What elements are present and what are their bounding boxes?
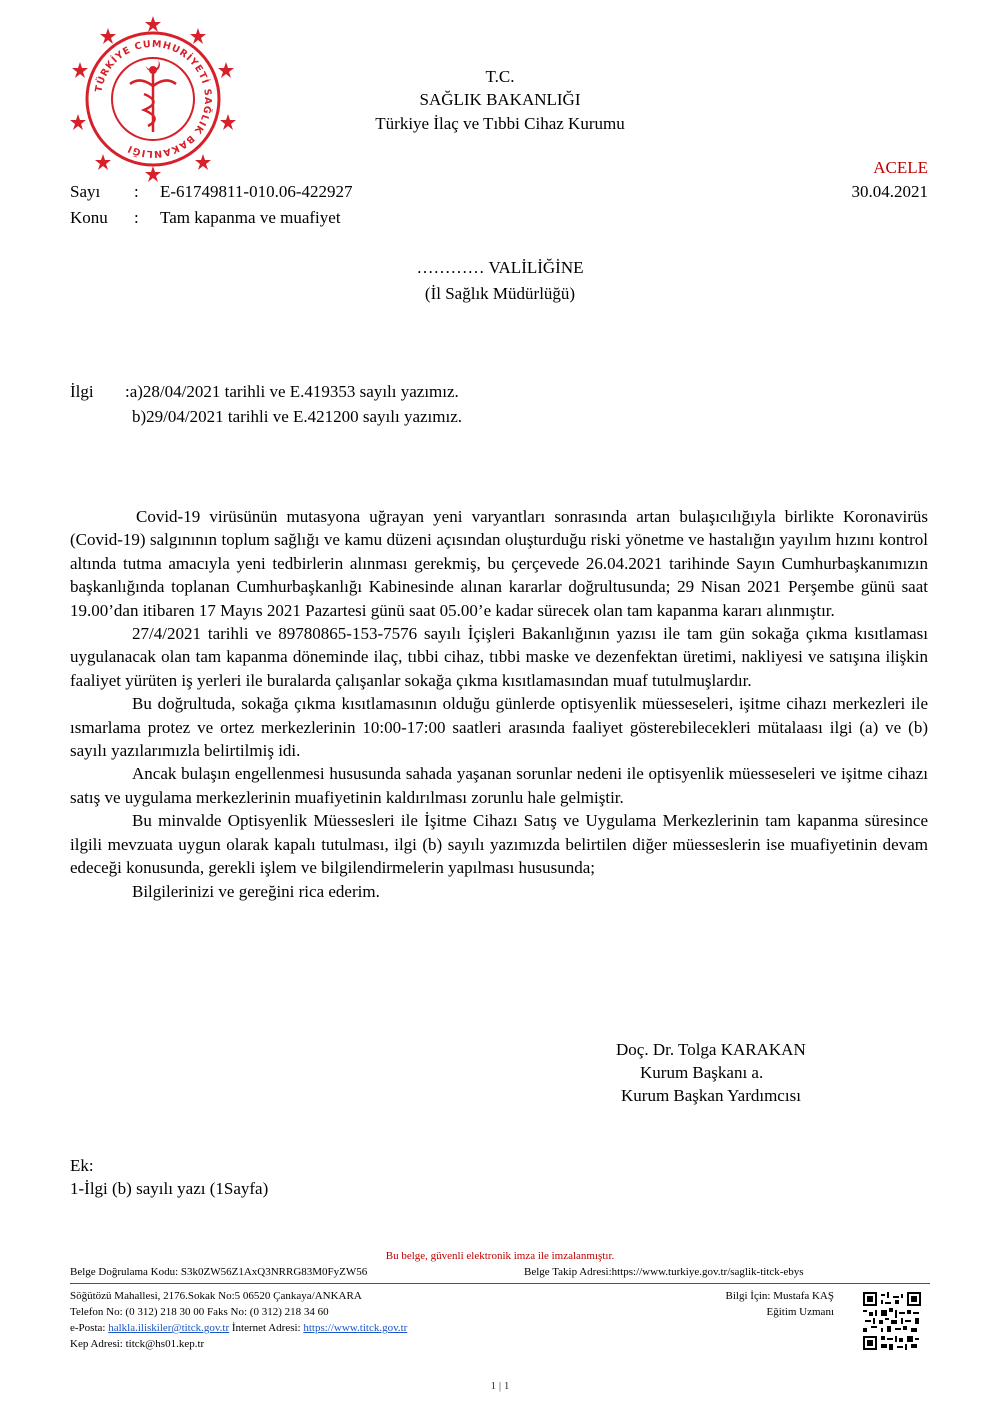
email-label: e-Posta:: [70, 1322, 109, 1334]
attachment-item: 1-İlgi (b) sayılı yazı (1Sayfa): [70, 1179, 269, 1198]
konu-label: Konu: [70, 208, 108, 227]
urgency-label: ACELE: [873, 158, 928, 177]
footer-phone: Telefon No: (0 312) 218 30 00 Faks No: (0 312) 218 34 60: [70, 1306, 329, 1318]
page-number: 1 | 1: [490, 1380, 510, 1392]
sayi-value: E-61749811-010.06-422927: [160, 182, 353, 201]
website-link[interactable]: https://www.titck.gov.tr: [303, 1322, 408, 1334]
qr-code-icon: [863, 1292, 921, 1350]
reference-item-a: :a)28/04/2021 tarihli ve E.419353 sayılı yazımız.: [125, 382, 459, 401]
signature-role: Kurum Başkanı a.: [640, 1063, 764, 1082]
seal-ring-text: TÜRKİYE CUMHURİYETİ SAĞLIK BAKANLIĞI: [93, 38, 214, 160]
body-paragraph-1: Covid-19 virüsünün mutasyona uğrayan yeni varyantları sonrasında artan bulaşıcılığıyla birlikte Koronavirüs (Covid-19) salgınının toplum sağlığı ve kamu düzeni açısından oluşturduğu riski yönetme ve hastalığın yayılım hızını kontrol altında tutma amacıyla yeni tedbirlerin alınması gerekmiş, bu çerçevede 26.04.2021 tarihinde Sayın Cumhurbaşkanımızın başkanlığında toplanan Cumhurbaşkanlığı Kabinesinde alınan kararlar doğrultusunda; 29 Nisan 2021 Perşembe günü saat 19.00’dan itibaren 17 Mayıs 2021 Pazartesi günü saat 05.00’e kadar sürecek olan tam kapanma kararı alınmıştır.: [70, 507, 928, 620]
body-paragraph-6: Bilgilerinizi ve gereğini rica ederim.: [132, 881, 380, 901]
footer-address: Söğütözü Mahallesi, 2176.Sokak No:5 06520 Çankaya/ANKARA: [70, 1290, 362, 1302]
web-label: İnternet Adresi:: [229, 1322, 304, 1334]
body-paragraph-2: 27/4/2021 tarihli ve 89780865-153-7576 sayılı İçişleri Bakanlığının yazısı ile tam gün sokağa çıkma kısıtlaması uygulanacak olan tam kapanma döneminde ilaç, tıbbi cihaz, tıbbi maske ve dezenfektan üretimi, nakliyesi ve satışına ilişkin faaliyet yürüten iş yerleri ile buralarda çalışanlar sokağa çıkma kısıtlamasından muaf tutulmuşlardır.: [70, 624, 928, 690]
footer-email-web: [70, 1322, 407, 1334]
body-paragraph-5: Bu minvalde Optisyenlik Müessesleri ile İşitme Cihazı Satış ve Uygulama Merkezlerinin tam kapanma süresince ilgili mevzuata uygun olarak kapalı tutulması, ilgi (b) sayılı yazımızda belirtilen diğer müesseslerin ise muafiyetinin devam edeceği konusunda, gerekli işlem ve bilgilendirmelerin yapılması hususunda;: [70, 811, 928, 878]
signature-title: Kurum Başkan Yardımcısı: [621, 1086, 801, 1105]
footer-kep: Kep Adresi: titck@hs01.kep.tr: [70, 1338, 205, 1350]
header-tc: T.C.: [485, 67, 515, 86]
signature-name: Doç. Dr. Tolga KARAKAN: [616, 1040, 806, 1059]
document-date: 30.04.2021: [851, 182, 928, 201]
ministry-logo: [68, 14, 238, 184]
ministry-seal-icon: [68, 14, 238, 184]
email-link[interactable]: halkla.iliskiler@titck.gov.tr: [108, 1322, 230, 1334]
konu-value: Tam kapanma ve muafiyet: [160, 208, 341, 227]
addressee-line2: (İl Sağlık Müdürlüğü): [424, 284, 576, 303]
sayi-label: Sayı: [70, 182, 101, 201]
header-ministry: SAĞLIK BAKANLIĞI: [419, 90, 581, 109]
sayi-colon: :: [134, 182, 139, 201]
addressee-line1: ………… VALİLİĞİNE: [416, 258, 584, 277]
info-contact: Bilgi İçin: Mustafa KAŞ: [725, 1290, 834, 1302]
body-paragraph-4: Ancak bulaşın engellenmesi hususunda sahada yaşanan sorunlar nedeni ile optisyenlik müesseseleri ve işitme cihazı satış ve uygulama merkezlerinin muafiyetinin kaldırılması zorunlu hale gelmiştir.: [70, 764, 928, 807]
info-title: Eğitim Uzmanı: [766, 1306, 834, 1318]
attachments-label: Ek:: [70, 1156, 94, 1175]
tracking-address: Belge Takip Adresi:https://www.turkiye.gov.tr/saglik-titck-ebys: [524, 1266, 804, 1278]
verification-code: Belge Doğrulama Kodu: S3k0ZW56Z1AxQ3NRRG83M0FyZW56: [70, 1266, 368, 1278]
konu-colon: :: [134, 208, 139, 227]
reference-item-b: b)29/04/2021 tarihli ve E.421200 sayılı yazımız.: [132, 407, 463, 426]
header-agency: Türkiye İlaç ve Tıbbi Cihaz Kurumu: [375, 114, 625, 133]
footer-divider: [70, 1283, 930, 1284]
reference-label: İlgi: [70, 382, 94, 401]
body-paragraph-3: Bu doğrultuda, sokağa çıkma kısıtlamasının olduğu günlerde optisyenlik müesseseleri, işitme cihazı merkezleri ile ısmarlama protez ve ortez merkezlerinin 10:00-17:00 saatleri arasında faaliyet gösterebilecekleri mütalaası ilgi (a) ve (b) sayılı yazılarımızla belirtilmiş idi.: [70, 694, 928, 761]
letter-body: [70, 505, 928, 903]
esign-notice: Bu belge, güvenli elektronik imza ile imzalanmıştır.: [385, 1250, 615, 1262]
